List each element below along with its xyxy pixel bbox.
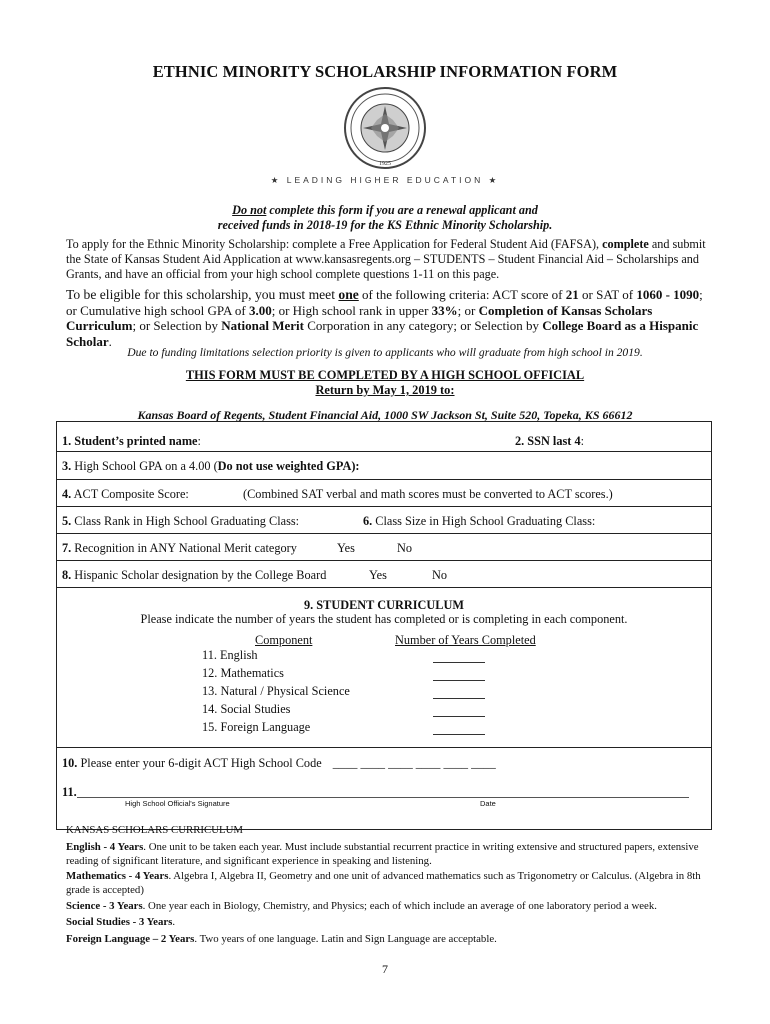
- row-student-name[interactable]: [57, 422, 711, 452]
- ksc-english-bold: English - 4 Years: [66, 841, 144, 853]
- ksc-science-text: . One year each in Biology, Chemistry, and Physics; each of which include an average of one laboratory period a week.: [142, 900, 657, 912]
- q2-label: . SSN last 4: [521, 434, 581, 448]
- foreign-language-years-blank[interactable]: [433, 722, 485, 735]
- row-act-score[interactable]: [57, 480, 711, 507]
- ksc-foreign-text: . Two years of one language. Latin and Sign Language are acceptable.: [194, 933, 497, 945]
- priority-note: Due to funding limitations selection priority is given to applicants who will graduate from high school in 2019.: [127, 346, 643, 359]
- elig-d: 21: [565, 287, 579, 302]
- english-years-blank[interactable]: [433, 650, 485, 663]
- form-title: ETHNIC MINORITY SCHOLARSHIP INFORMATION FORM: [152, 62, 618, 81]
- q7-num: 7.: [62, 541, 72, 555]
- component-foreign-language: 15. Foreign Language: [202, 720, 311, 734]
- q3-num: 3.: [62, 459, 72, 473]
- notice-do-not: Do not: [232, 203, 267, 217]
- apply-text-a: To apply for the Ethnic Minority Scholarship: complete a Free Application for Federal Student Aid (FAFSA),: [66, 237, 603, 251]
- elig-q: .: [108, 333, 112, 349]
- q2-colon: :: [580, 434, 585, 448]
- q7-no-option[interactable]: No: [397, 541, 413, 555]
- component-english: 11. English: [202, 648, 258, 662]
- act-code-row: [62, 756, 496, 771]
- ksc-social-bold: Social Studies - 3 Years: [66, 916, 173, 928]
- elig-o: Corporation in any category; or Selection by: [303, 318, 543, 333]
- q4-note: (Combined SAT verbal and math scores must be converted to ACT scores.): [243, 487, 613, 501]
- notice-line2: received funds in 2018-19 for the KS Ethnic Minority Scholarship.: [217, 218, 553, 232]
- component-header: Component: [255, 633, 313, 647]
- elig-a: To be eligible for this scholarship, you must meet: [66, 287, 339, 302]
- apply-text-c: and submit the State of Kansas Student Aid Application at www.kansasregents.org – STUDENTS – Student Financial Aid – Scholarships and Grants, and have an official from your high school complete questions 1-11 on this page.: [66, 237, 706, 281]
- q8-num: 8.: [62, 568, 72, 582]
- component-science: 13. Natural / Physical Science: [202, 684, 350, 698]
- elig-k: ; or: [457, 302, 479, 318]
- signature-line[interactable]: [77, 797, 689, 798]
- eligibility-criteria: [66, 287, 712, 349]
- q3-label: High School GPA on a 4.00 (: [71, 459, 218, 473]
- row-gpa[interactable]: [57, 452, 711, 480]
- row-hispanic-scholar: [57, 561, 711, 588]
- date-label: Date: [480, 799, 496, 808]
- ksc-social: [66, 916, 716, 930]
- component-social-studies: 14. Social Studies: [202, 702, 291, 716]
- ksc-english: [66, 841, 716, 868]
- elig-j: 33%: [431, 302, 458, 318]
- ksc-math-bold: Mathematics - 4 Years: [66, 870, 169, 882]
- elig-p: College Board as a Hispanic Scholar: [66, 318, 699, 349]
- act-code-blanks[interactable]: ____ ____ ____ ____ ____ ____: [332, 756, 496, 770]
- q5-label: Class Rank in High School Graduating Class:: [71, 514, 300, 528]
- q3-bold: Do not use weighted GPA):: [217, 459, 360, 473]
- science-years-blank[interactable]: [433, 686, 485, 699]
- apply-text-b: complete: [602, 237, 649, 251]
- ksc-social-text: .: [172, 916, 176, 928]
- seal-year: 1925: [379, 161, 391, 167]
- q8-yes-option[interactable]: Yes: [369, 568, 387, 582]
- ksc-science: [66, 900, 716, 914]
- elig-b: one: [338, 287, 359, 302]
- page-number: 7: [382, 962, 388, 976]
- kansas-regents-seal-icon: [339, 86, 431, 170]
- elig-l: Completion of Kansas Scholars Curriculum: [66, 302, 653, 333]
- q6-label: Class Size in High School Graduating Class:: [372, 514, 596, 528]
- scholarship-form-table: [56, 421, 712, 830]
- q4-label: ACT Composite Score:: [71, 487, 189, 501]
- apply-instructions: [66, 237, 712, 282]
- return-address: Kansas Board of Regents, Student Financial Aid, 1000 SW Jackson St, Suite 520, Topeka, KS 66612: [137, 408, 633, 422]
- q1-colon: :: [197, 434, 201, 448]
- years-completed-header: Number of Years Completed: [395, 633, 536, 647]
- renewal-notice: [0, 203, 770, 233]
- notice-line1: complete this form if you are a renewal applicant and: [266, 203, 538, 217]
- elig-e: or SAT of: [578, 287, 637, 302]
- q1-num: 1.: [62, 434, 72, 448]
- component-mathematics: 12. Mathematics: [202, 666, 284, 680]
- elig-i: ; or High school rank in upper: [271, 302, 432, 318]
- q2-num: 2: [515, 434, 522, 448]
- q8-no-option[interactable]: No: [432, 568, 448, 582]
- curriculum-title: 9. STUDENT CURRICULUM: [304, 598, 464, 612]
- q4-num: 4.: [62, 487, 72, 501]
- elig-c: of the following criteria: ACT score of: [358, 287, 566, 302]
- elig-m: ; or Selection by: [132, 318, 222, 333]
- row-national-merit: [57, 534, 711, 561]
- q5-num: 5.: [62, 514, 72, 528]
- completion-instructions: [0, 368, 770, 398]
- q10-num: 10.: [62, 756, 78, 770]
- ksc-foreign-bold: Foreign Language – 2 Years: [66, 933, 195, 945]
- elig-h: 3.00: [248, 302, 272, 318]
- kansas-scholars-heading: KANSAS SCHOLARS CURRICULUM: [66, 824, 243, 836]
- q6-num: 6.: [363, 514, 373, 528]
- q7-yes-option[interactable]: Yes: [337, 541, 355, 555]
- ksc-math-text: . Algebra I, Algebra II, Geometry and one unit of advanced mathematics such as Trigonometry or Calculus. (Algebra in 8th grade is accepted): [66, 870, 701, 896]
- tagline: ★ LEADING HIGHER EDUCATION ★: [270, 175, 500, 185]
- q10-label: Please enter your 6-digit ACT High School Code: [77, 756, 322, 770]
- ksc-foreign: [66, 933, 716, 947]
- elig-n: National Merit: [221, 318, 304, 333]
- q1-label: Student’s printed name: [71, 434, 198, 448]
- q7-label: Recognition in ANY National Merit category: [71, 541, 297, 555]
- mathematics-years-blank[interactable]: [433, 668, 485, 681]
- row-class-rank[interactable]: [57, 507, 711, 534]
- ksc-english-text: . One unit to be taken each year. Must include substantial recurrent practice in writing extensive and structured papers, extensive reading of significant literature, and significant experience in speaking and listening.: [66, 841, 699, 867]
- curriculum-instructions: Please indicate the number of years the student has completed or is completing in each component.: [140, 612, 628, 626]
- ksc-science-bold: Science - 3 Years: [66, 900, 143, 912]
- q8-label: Hispanic Scholar designation by the College Board: [71, 568, 327, 582]
- signature-label: High School Official's Signature: [125, 799, 230, 808]
- q11-num: 11.: [62, 785, 77, 799]
- must-line2: Return by May 1, 2019 to:: [315, 383, 455, 397]
- ksc-math: [66, 870, 716, 897]
- elig-g: ; or Cumulative high school GPA of: [66, 287, 703, 318]
- elig-f: 1060 - 1090: [636, 287, 700, 302]
- social-studies-years-blank[interactable]: [433, 704, 485, 717]
- must-line1: THIS FORM MUST BE COMPLETED BY A HIGH SCHOOL OFFICIAL: [185, 368, 585, 382]
